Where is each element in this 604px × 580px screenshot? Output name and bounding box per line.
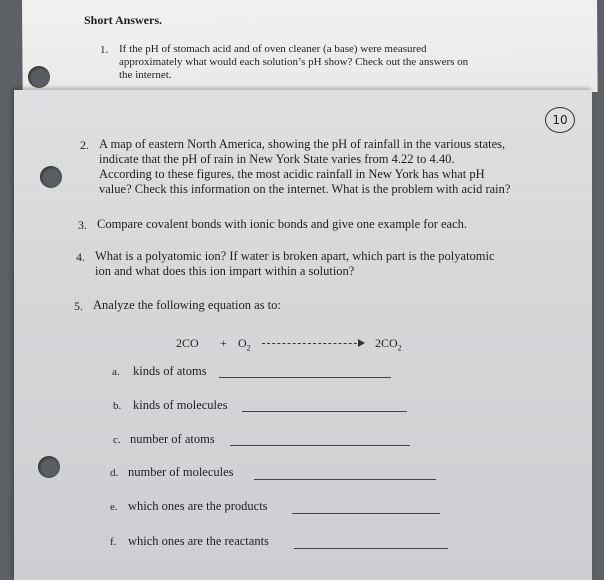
answer-blank[interactable] <box>230 445 410 446</box>
punch-hole <box>40 166 62 188</box>
answer-blank[interactable] <box>219 377 391 378</box>
q3-number: 3. <box>78 218 87 232</box>
q2-line: According to these figures, the most acidic rainfall in New York has what pH <box>99 167 485 181</box>
punch-hole <box>28 66 50 88</box>
item-letter: a. <box>112 366 120 378</box>
eq-arrow-head <box>358 339 365 347</box>
eq-arrow <box>262 343 362 344</box>
q5-number: 5. <box>74 299 83 313</box>
score-circle: 10 <box>545 107 575 133</box>
item-letter: e. <box>110 501 118 513</box>
q1-line: approximately what would each solution’s pH show? Check out the answers on <box>119 56 469 68</box>
q2-number: 2. <box>80 138 89 152</box>
eq-reactant-o2: $O_2$ <box>238 336 251 353</box>
eq-product-co2: $2CO_2$ <box>375 336 402 353</box>
q2-line: indicate that the pH of rain in New York State varies from 4.22 to 4.40. <box>99 152 455 166</box>
item-text: which ones are the products <box>128 499 268 513</box>
item-letter: b. <box>113 400 122 412</box>
q4-line: What is a polyatomic ion? If water is broken apart, which part is the polyatomic <box>95 249 495 263</box>
q2-line: value? Check this information on the internet. What is the problem with acid rain? <box>99 182 511 196</box>
eq-reactant-co: 2CO <box>176 336 199 350</box>
q1-number: 1. <box>100 44 109 56</box>
item-text: which ones are the reactants <box>128 534 269 548</box>
q3-text: Compare covalent bonds with ionic bonds and give one example for each. <box>97 217 468 231</box>
q4-line: ion and what does this ion impart within a solution? <box>95 264 355 278</box>
item-text: kinds of molecules <box>133 398 228 412</box>
item-text: kinds of atoms <box>133 364 207 378</box>
eq-plus: + <box>220 336 227 350</box>
item-letter: d. <box>110 467 119 479</box>
q1-line: If the pH of stomach acid and of oven cleaner (a base) were measured <box>119 43 427 55</box>
item-text: number of atoms <box>130 432 215 446</box>
item-letter: f. <box>110 536 117 548</box>
q4-number: 4. <box>76 250 85 264</box>
item-text: number of molecules <box>128 465 234 479</box>
q1-line: the internet. <box>119 69 172 81</box>
q5-text: Analyze the following equation as to: <box>93 298 281 312</box>
answer-blank[interactable] <box>242 411 407 412</box>
item-letter: c. <box>113 434 121 446</box>
q2-line: A map of eastern North America, showing the pH of rainfall in the various states, <box>99 137 506 151</box>
punch-hole <box>38 456 60 478</box>
answer-blank[interactable] <box>294 548 448 549</box>
answer-blank[interactable] <box>292 513 440 514</box>
page-title: Short Answers. <box>84 13 163 27</box>
answer-blank[interactable] <box>254 479 436 480</box>
